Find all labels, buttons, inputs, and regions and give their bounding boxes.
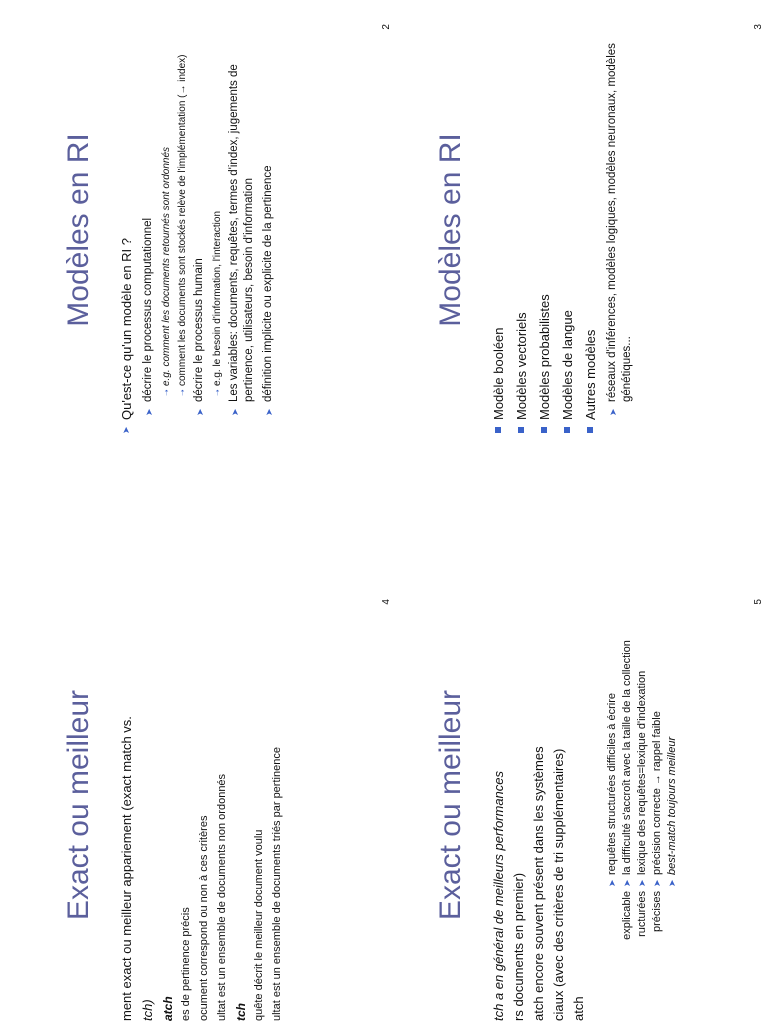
- list-item: Autres modèles: [582, 28, 599, 434]
- list-item: ructurées: [636, 891, 648, 937]
- slide-number: 2: [381, 24, 392, 30]
- list-item: ➤ décrire le processus humain: [193, 258, 205, 416]
- list-item: ciaux (avec des critères de tri supplémentaires): [551, 748, 566, 1021]
- slide-5: [432, 595, 764, 1021]
- list-item: rs documents en premier): [511, 872, 526, 1021]
- triangle-bullet-icon: ➤: [637, 879, 647, 887]
- dash-bullet-icon: ➝: [178, 389, 187, 396]
- slide-title: Exact ou meilleur: [62, 689, 95, 921]
- slide-number: 3: [753, 24, 764, 30]
- list-item: ultat est un ensemble de documents non ordonnés: [216, 773, 228, 1021]
- dash-bullet-icon: ➝: [162, 389, 171, 396]
- list-item: ➤ Qu'est-ce qu'un modèle en RI ?: [119, 237, 134, 434]
- list-item: ➤ précision correcte → rappel faible: [651, 711, 663, 887]
- slide-3: [432, 20, 762, 440]
- list-item: ➝ e.g. le besoin d'information, l'interaction: [212, 210, 223, 396]
- list-item: ➤ définition implicite ou explicite de la pertinence: [262, 165, 274, 416]
- list-item: tch: [234, 1003, 248, 1021]
- list-item: Modèle booléen: [490, 28, 507, 434]
- list-item: atch: [571, 996, 586, 1021]
- triangle-bullet-icon: ➤: [121, 426, 131, 434]
- square-bullet-icon: [495, 427, 501, 433]
- slide-title: Exact ou meilleur: [434, 689, 467, 921]
- list-item: ➝ comment les documents sont stockés relève de l'implémentation (→ index): [177, 54, 188, 396]
- list-item: atch: [161, 996, 175, 1021]
- list-item: tch): [140, 999, 155, 1021]
- right-column: [605, 603, 680, 887]
- slide-number: 5: [753, 599, 764, 605]
- square-bullet-icon: [518, 427, 524, 433]
- square-bullet-icon: [541, 427, 547, 433]
- slide-title: Modèles en RI: [434, 133, 467, 327]
- dash-bullet-icon: ➝: [213, 389, 222, 396]
- slide-body: [118, 603, 288, 1021]
- triangle-bullet-icon: ➤: [144, 408, 154, 416]
- list-item: Modèles probabilistes: [536, 28, 553, 434]
- slide-number: 4: [381, 599, 392, 605]
- list-item: Modèles de langue: [559, 28, 576, 434]
- list-item: explicable: [621, 891, 633, 940]
- slide-body: [118, 28, 280, 434]
- triangle-bullet-icon: ➤: [264, 408, 274, 416]
- list-item: tch a en général de meilleurs performances: [491, 770, 506, 1021]
- list-item: atch encore souvent présent dans les systèmes: [531, 746, 546, 1021]
- triangle-bullet-icon: ➤: [622, 879, 632, 887]
- list-item: ➤ réseaux d'inférences, modèles logiques, modèles neuronaux, modèles génétiques...: [606, 43, 633, 416]
- list-item: ➤ décrire le processus computationnel: [142, 217, 154, 416]
- list-item: ➝ e.g. comment les documents retournés sont ordonnés: [161, 146, 172, 396]
- triangle-bullet-icon: ➤: [667, 879, 677, 887]
- triangle-bullet-icon: ➤: [652, 879, 662, 887]
- triangle-bullet-icon: ➤: [607, 879, 617, 887]
- slide-4: [60, 595, 392, 1021]
- triangle-bullet-icon: ➤: [230, 408, 240, 416]
- list-item: précises: [651, 891, 663, 932]
- left-column: [605, 891, 680, 1021]
- comparison-columns: [605, 603, 680, 1021]
- slide-body: [490, 28, 639, 434]
- slide-body: [490, 603, 680, 1021]
- list-item: ➤ la difficulté s'accroît avec la taille de la collection: [621, 640, 633, 887]
- list-item: ultat est un ensemble de documents triés par pertinence: [271, 747, 283, 1021]
- list-item: es de pertinence précis: [180, 907, 192, 1021]
- list-item: ➤ requêtes structurées difficiles à écrire: [606, 693, 618, 887]
- square-bullet-icon: [587, 427, 593, 433]
- list-item: ➤ lexique des requêtes=lexique d'indexation: [636, 670, 648, 887]
- slide-2: [60, 20, 390, 440]
- square-bullet-icon: [564, 427, 570, 433]
- slide-title: Modèles en RI: [62, 133, 95, 327]
- list-item: Modèles vectoriels: [513, 28, 530, 434]
- list-item: ➤ best-match toujours meilleur: [666, 736, 678, 887]
- triangle-bullet-icon: ➤: [195, 408, 205, 416]
- list-item: ocument correspond ou non à ces critères: [198, 815, 210, 1021]
- list-item: ment exact ou meilleur appariement (exact match vs.: [119, 716, 134, 1021]
- list-item: quête décrit le meilleur document voulu: [253, 829, 265, 1021]
- triangle-bullet-icon: ➤: [608, 408, 618, 416]
- list-item: ➤ Les variables: documents, requêtes, termes d'index, jugements de pertinence, utilisateurs, besoin d'information: [228, 64, 255, 416]
